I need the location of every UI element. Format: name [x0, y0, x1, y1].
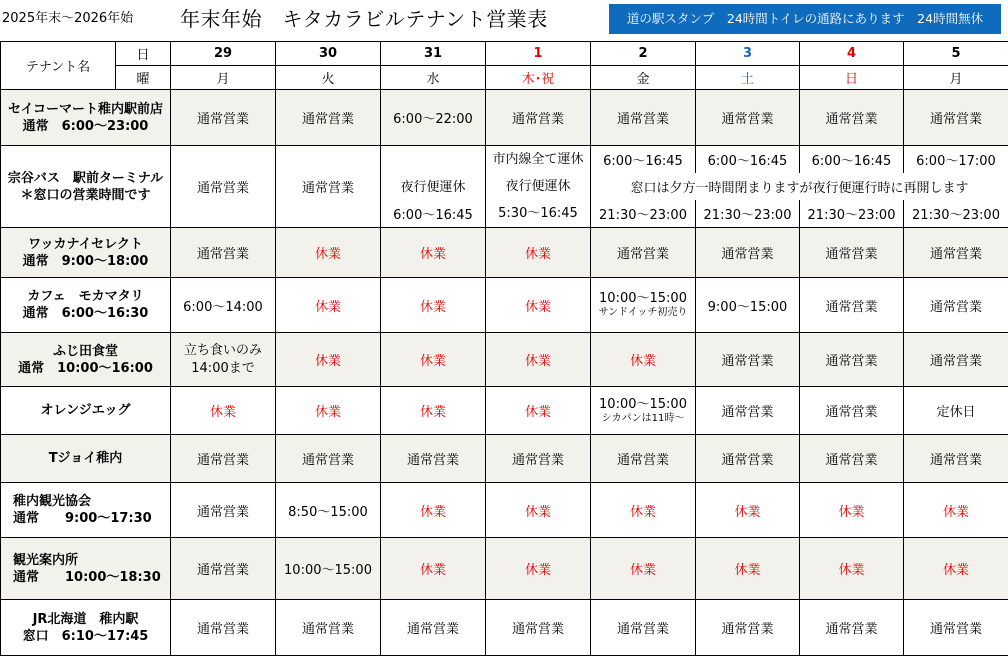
status-cell: 通常営業	[904, 600, 1008, 656]
status-cell: 通常営業	[381, 600, 486, 656]
status-cell: 通常営業	[381, 435, 486, 483]
weekday-cell: 水	[381, 66, 486, 90]
status-cell: 休業	[486, 278, 591, 333]
tenant-name: ワッカナイセレクト	[28, 236, 143, 252]
status-cell: 通常営業	[171, 538, 276, 600]
tenant-name-cell	[1, 600, 171, 656]
tenant-row-tjoy	[1, 435, 1008, 483]
status-cell: 通常営業	[171, 435, 276, 483]
weekday-cell: 日	[800, 66, 904, 90]
status-cell: 休業	[381, 538, 486, 600]
weekday-label: 曜	[116, 66, 171, 90]
tenant-row-orange-egg	[1, 387, 1008, 435]
status-cell: 10:00〜15:00	[276, 538, 381, 600]
tenant-name: カフェ モカマタリ	[27, 289, 144, 304]
status-cell: 通常営業	[591, 600, 696, 656]
status-cell: 定休日	[904, 387, 1008, 435]
tenant-hours: 通常 9:00〜18:00	[22, 253, 149, 269]
tenant-name: ふじ田食堂	[52, 343, 118, 359]
tenant-hours: 通常 6:00〜23:00	[22, 118, 149, 134]
status-cell: 6:00〜16:45	[800, 146, 904, 173]
status-cell: 休業	[486, 333, 591, 387]
status-cell: 休業	[276, 228, 381, 278]
date-cell: 3	[696, 42, 800, 66]
status-cell: 休業	[904, 538, 1008, 600]
status-line: 夜行便運休	[400, 180, 466, 195]
status-cell: 通常営業	[276, 90, 381, 146]
tenant-name-cell	[1, 146, 171, 228]
tenant-hours: 窓口 6:10〜17:45	[22, 628, 149, 644]
status-cell: 休業	[276, 387, 381, 435]
status-cell: 通常営業	[696, 90, 800, 146]
tenant-row-wakkanai-select	[1, 228, 1008, 278]
tenant-name-cell	[1, 228, 171, 278]
date-cell: 4	[800, 42, 904, 66]
status-cell: 通常営業	[486, 90, 591, 146]
tenant-hours: ＊窓口の営業時間です	[20, 187, 151, 203]
status-cell: 休業	[904, 483, 1008, 538]
weekday-cell: 火	[276, 66, 381, 90]
tenant-name: セイコーマート稚内駅前店	[7, 101, 164, 117]
status-cell: 通常営業	[800, 228, 904, 278]
tenant-hours: 通常 6:00〜16:30	[22, 306, 149, 321]
status-cell: 6:00〜17:00	[904, 146, 1008, 173]
tenant-row-seicomart	[1, 90, 1008, 146]
date-cell: 29	[171, 42, 276, 66]
tenant-column-header: テナント名	[1, 42, 116, 90]
status-cell: 休業	[381, 228, 486, 278]
status-cell: 休業	[486, 228, 591, 278]
status-cell: 休業	[381, 278, 486, 333]
status-cell: 通常営業	[904, 228, 1008, 278]
status-cell: 休業	[276, 333, 381, 387]
status-cell: 通常営業	[171, 600, 276, 656]
status-subnote: シカパンは11時〜	[601, 412, 685, 424]
status-cell: 休業	[591, 333, 696, 387]
status-cell: 通常営業	[800, 333, 904, 387]
status-cell: 休業	[800, 483, 904, 538]
status-cell: 通常営業	[696, 435, 800, 483]
status-line: 夜行便運休	[505, 179, 571, 194]
status-cell: 通常営業	[800, 387, 904, 435]
day-label: 日	[116, 42, 171, 66]
status-cell: 8:50〜15:00	[276, 483, 381, 538]
status-cell: 通常営業	[800, 435, 904, 483]
status-cell: 通常営業	[800, 600, 904, 656]
tenant-name: JR北海道 稚内駅	[32, 611, 139, 627]
tenant-name: 宗谷バス 駅前ターミナル	[7, 170, 164, 186]
status-cell: 休業	[486, 387, 591, 435]
status-line: 10:00〜15:00	[599, 396, 687, 412]
tenant-name: 観光案内所	[13, 552, 79, 568]
schedule-table	[0, 41, 1008, 656]
status-cell: 休業	[381, 333, 486, 387]
tenant-row-soya-bus	[1, 146, 1008, 173]
tenant-row-tourism-association	[1, 483, 1008, 538]
date-cell: 31	[381, 42, 486, 66]
status-subnote: サンドイッチ初売り	[598, 307, 688, 318]
status-cell: 休業	[591, 483, 696, 538]
weekday-cell: 土	[696, 66, 800, 90]
window-closure-note: 窓口は夕方一時間閉まりますが夜行便運行時に再開します	[591, 173, 1008, 200]
weekday-cell: 月	[171, 66, 276, 90]
status-cell: 通常営業	[171, 146, 276, 228]
page-title: 年末年始 キタカラビルテナント営業表	[180, 7, 548, 31]
status-cell: 通常営業	[276, 435, 381, 483]
status-cell: 休業	[591, 538, 696, 600]
status-cell: 通常営業	[904, 333, 1008, 387]
status-cell: 通常営業	[904, 435, 1008, 483]
tenant-hours: 通常 10:00〜18:30	[13, 569, 161, 585]
status-line: 14:00まで	[191, 360, 255, 376]
status-cell: 21:30〜23:00	[800, 200, 904, 227]
status-cell: 通常営業	[800, 90, 904, 146]
status-cell-multi	[381, 146, 486, 228]
tenant-row-cafe-mokamatari	[1, 278, 1008, 333]
status-cell: 9:00〜15:00	[696, 278, 800, 333]
status-cell: 通常営業	[486, 600, 591, 656]
status-cell: 6:00〜22:00	[381, 90, 486, 146]
status-cell-with-note	[591, 387, 696, 435]
status-cell: 休業	[381, 387, 486, 435]
status-cell: 通常営業	[904, 90, 1008, 146]
tenant-name-cell	[1, 90, 171, 146]
status-line: 市内線全て運休	[492, 152, 584, 167]
status-cell-multi	[486, 146, 591, 228]
tenant-name-cell	[1, 538, 171, 600]
tenant-name: オレンジエッグ	[40, 403, 131, 418]
status-cell: 通常営業	[800, 278, 904, 333]
status-cell: 通常営業	[696, 333, 800, 387]
status-cell: 6:00〜16:45	[696, 146, 800, 173]
status-cell: 21:30〜23:00	[591, 200, 696, 227]
status-cell: 休業	[171, 387, 276, 435]
tenant-name: 稚内観光協会	[13, 494, 92, 509]
status-cell: 通常営業	[591, 435, 696, 483]
period-label: 2025年末〜2026年始	[2, 11, 134, 26]
status-cell: 通常営業	[171, 483, 276, 538]
date-row	[1, 42, 1008, 66]
status-cell: 通常営業	[696, 228, 800, 278]
status-cell: 通常営業	[171, 228, 276, 278]
status-cell: 休業	[696, 538, 800, 600]
tenant-row-jr-wakkanai	[1, 600, 1008, 656]
status-cell-with-note	[591, 278, 696, 333]
tenant-name: Tジョイ稚内	[48, 451, 123, 466]
tenant-name-cell	[1, 333, 171, 387]
date-cell: 30	[276, 42, 381, 66]
status-line: 5:30〜16:45	[498, 206, 578, 221]
status-cell: 通常営業	[171, 90, 276, 146]
status-cell: 通常営業	[591, 90, 696, 146]
status-cell: 6:00〜16:45	[591, 146, 696, 173]
status-cell: 通常営業	[276, 146, 381, 228]
status-cell: 通常営業	[696, 387, 800, 435]
status-cell: 通常営業	[904, 278, 1008, 333]
status-line: 6:00〜16:45	[393, 208, 473, 223]
tenant-hours: 通常 9:00〜17:30	[13, 511, 152, 526]
status-line: 10:00〜15:00	[599, 291, 687, 306]
status-line: 立ち食いのみ	[183, 342, 262, 358]
status-cell: 6:00〜14:00	[171, 278, 276, 333]
status-cell: 通常営業	[486, 435, 591, 483]
stamp-notice-banner: 道の駅スタンプ 24時間トイレの通路にあります 24時間無休	[609, 4, 1001, 34]
status-cell: 通常営業	[591, 228, 696, 278]
status-cell: 休業	[486, 538, 591, 600]
weekday-cell: 金	[591, 66, 696, 90]
tenant-name-cell	[1, 435, 171, 483]
date-cell: 5	[904, 42, 1008, 66]
tenant-name-cell	[1, 387, 171, 435]
tenant-hours: 通常 10:00〜16:00	[18, 360, 153, 376]
status-cell: 休業	[486, 483, 591, 538]
weekday-cell: 月	[904, 66, 1008, 90]
tenant-row-tourist-info	[1, 538, 1008, 600]
status-cell: 通常営業	[276, 600, 381, 656]
status-cell: 21:30〜23:00	[696, 200, 800, 227]
status-cell: 休業	[696, 483, 800, 538]
weekday-row	[1, 66, 1008, 90]
status-cell-multi	[171, 333, 276, 387]
title-bar	[0, 0, 1008, 42]
status-cell: 休業	[381, 483, 486, 538]
status-cell: 休業	[276, 278, 381, 333]
date-cell: 2	[591, 42, 696, 66]
status-cell: 休業	[800, 538, 904, 600]
date-cell: 1	[486, 42, 591, 66]
tenant-name-cell	[1, 278, 171, 333]
weekday-cell: 木･祝	[486, 66, 591, 90]
status-cell: 21:30〜23:00	[904, 200, 1008, 227]
tenant-row-fujita-shokudo	[1, 333, 1008, 387]
tenant-name-cell	[1, 483, 171, 538]
status-cell: 通常営業	[696, 600, 800, 656]
